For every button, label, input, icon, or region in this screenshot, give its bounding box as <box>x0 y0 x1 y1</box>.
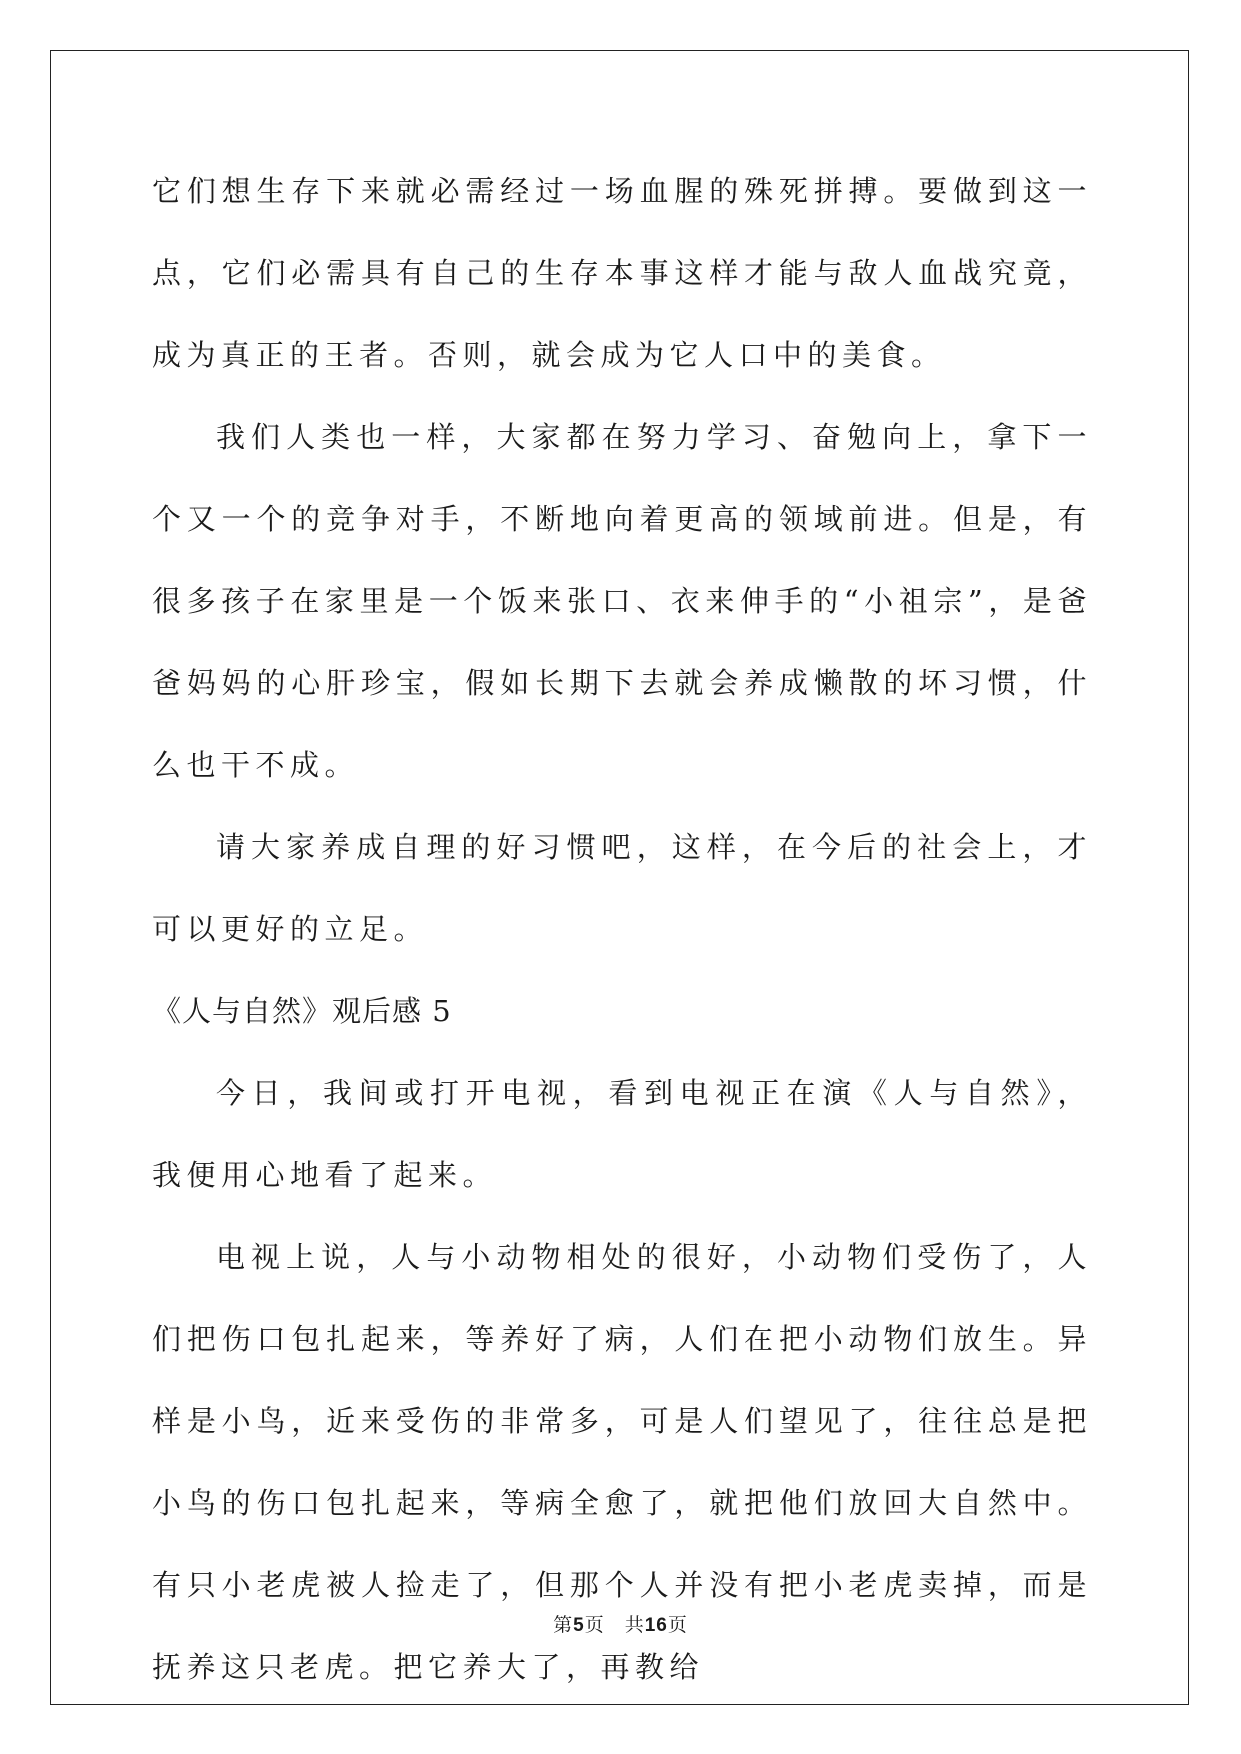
paragraph: 今日，我间或打开电视，看到电视正在演《人与自然》，我便用心地看了起来。 <box>152 1076 1092 1192</box>
paragraph: 请大家养成自理的好习惯吧，这样，在今后的社会上，才可以更好的立足。 <box>152 830 1092 946</box>
paragraph: 我们人类也一样，大家都在努力学习、奋勉向上，拿下一个又一个的竞争对手，不断地向着更高的领域前进。但是，有很多孩子在家里是一个饭来张口、衣来伸手的“小祖宗”，是爸爸妈妈的心肝珍宝，假如长期下去就会养成懒散的坏习惯，什么也干不成。 <box>152 420 1092 782</box>
page-number: 5 <box>573 1615 585 1636</box>
footer-middle: 页 共 <box>584 1614 645 1636</box>
footer-suffix: 页 <box>667 1614 688 1636</box>
section-heading: 《人与自然》观后感 5 <box>152 994 452 1028</box>
paragraph: 电视上说，人与小动物相处的很好，小动物们受伤了，人们把伤口包扎起来，等养好了病，人们在把小动物们放生。异样是小鸟，近来受伤的非常多，可是人们望见了，往往总是把小鸟的伤口包扎起来，等病全愈了，就把他们放回大自然中。有只小老虎被人捡走了，但那个人并没有把小老虎卖掉，而是抚养这只老虎。把它养大了，再教给 <box>152 1240 1092 1684</box>
paragraph: 它们想生存下来就必需经过一场血腥的殊死拼搏。要做到这一点，它们必需具有自己的生存本事这样才能与敌人血战究竟，成为真正的王者。否则，就会成为它人口中的美食。 <box>152 174 1092 372</box>
document-body <box>152 150 1092 1708</box>
footer-prefix: 第 <box>553 1614 574 1636</box>
page-footer <box>0 1610 1241 1637</box>
total-pages: 16 <box>644 1615 668 1636</box>
